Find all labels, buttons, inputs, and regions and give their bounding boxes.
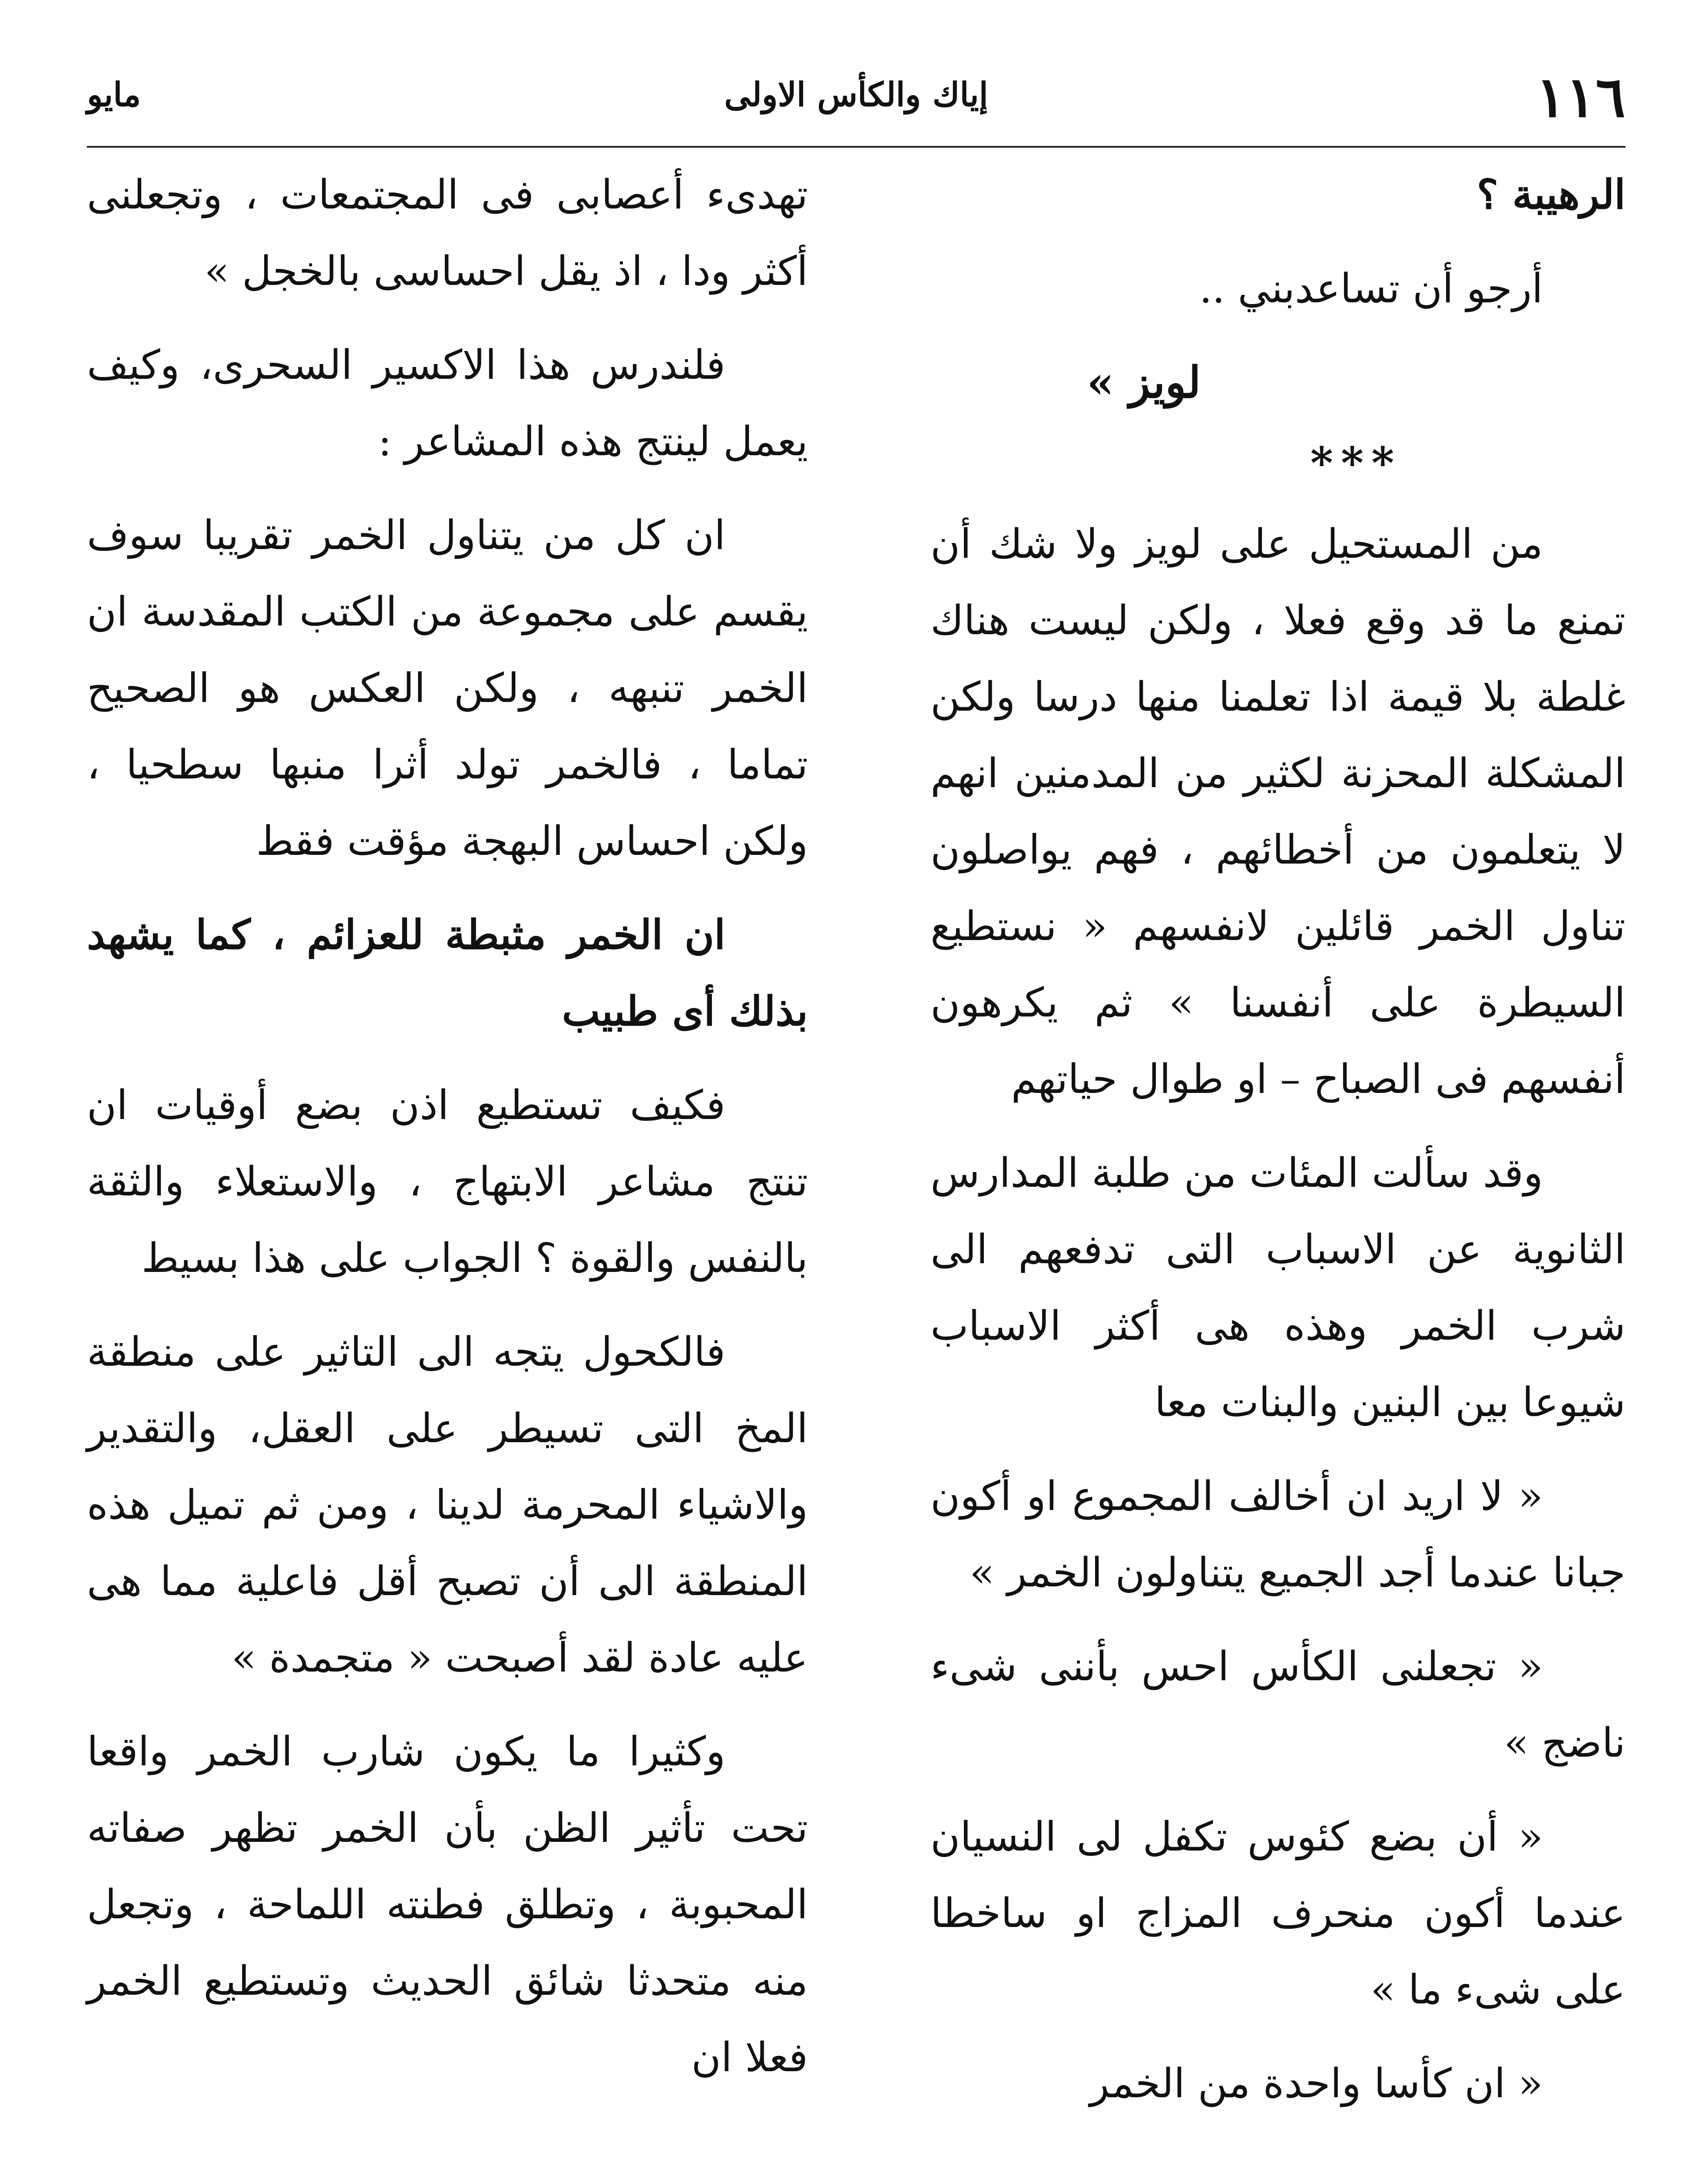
paragraph: فالكحول يتجه الى التاثير على منطقة المخ التى تسيطر على العقل، والتقدير والاشياء المحرمة لدينا ، ومن ثم تميل هذه المنطقة الى أن تصبح أقل فاعلية مما هى عليه عادة لقد أصبحت « متجمدة » xyxy=(87,1328,808,1681)
paragraph: « ان كأسا واحدة من الخمر xyxy=(1089,2060,1543,2107)
paragraph: فلندرس هذا الاكسير السحرى، وكيف يعمل لينتج هذه المشاعر : xyxy=(87,341,808,465)
page-number: ١١٦ xyxy=(1536,65,1625,130)
paragraph: الرهيبة ؟ xyxy=(1476,171,1625,218)
right-column xyxy=(930,156,1625,2139)
paragraph: فكيف تستطيع اذن بضع أوقيات ان تنتج مشاعر الابتهاج ، والاستعلاء والثقة بالنفس والقوة ؟ الجواب على هذا بسيط xyxy=(87,1082,808,1281)
paragraph: « أن بضع كئوس تكفل لى النسيان عندما أكون منحرف المزاج او ساخطا على شىء ما » xyxy=(930,1813,1625,2013)
paragraph: ان كل من يتناول الخمر تقريبا سوف يقسم على مجموعة من الكتب المقدسة ان الخمر تنبهه ، ولكن العكس هو الصحيح تماما ، فالخمر تولد أثرا منبها سطحيا ، ولكن احساس البهجة مؤقت فقط xyxy=(87,512,808,864)
paragraph: « لا اريد ان أخالف المجموع او أكون جبانا عندما أجد الجميع يتناولون الخمر » xyxy=(930,1473,1625,1596)
paragraph: وقد سألت المئات من طلبة المدارس الثانوية عن الاسباب التى تدفعهم الى شرب الخمر وهذه هى أكثر الاسباب شيوعا بين البنين والبنات معا xyxy=(930,1149,1625,1426)
running-month: مايو xyxy=(87,75,141,114)
paragraph: ان الخمر مثبطة للعزائم ، كما يشهد بذلك أى طبيب xyxy=(87,911,808,1035)
paragraph: تهدىء أعصابى فى المجتمعات ، وتجعلنى أكثر ودا ، اذ يقل احساسى بالخجل » xyxy=(87,171,808,295)
letter-signature: لويز » xyxy=(1087,357,1201,408)
page-header xyxy=(87,65,1625,148)
paragraph: وكثيرا ما يكون شارب الخمر واقعا تحت تأثير الظن بأن الخمر تظهر صفاته المحبوبة ، وتطلق فطنته اللماحة ، وتجعل منه متحدثا شائق الحديث وتستطيع الخمر فعلا ان xyxy=(87,1728,808,2081)
section-separator: *** xyxy=(1310,437,1402,489)
paragraph: أرجو أن تساعدبني .. xyxy=(1199,265,1543,312)
running-title: إياك والكأس الاولى xyxy=(724,75,988,114)
left-column xyxy=(87,156,808,2113)
paragraph: من المستحيل على لويز ولا شك أن تمنع ما قد وقع فعلا ، ولكن ليست هناك غلطة بلا قيمة اذا تعلمنا منها درسا ولكن المشكلة المحزنة لكثير من المدمنين انهم لا يتعلمون من أخطائهم ، فهم يواصلون تناول الخمر قائلين لانفسهم « نستطيع السيطرة على أنفسنا » ثم يكرهون أنفسهم فى الصباح – او طوال حياتهم xyxy=(930,520,1625,1103)
paragraph: « تجعلنى الكأس احس بأننى شىء ناضج » xyxy=(930,1643,1625,1766)
header-rule xyxy=(87,146,1625,148)
